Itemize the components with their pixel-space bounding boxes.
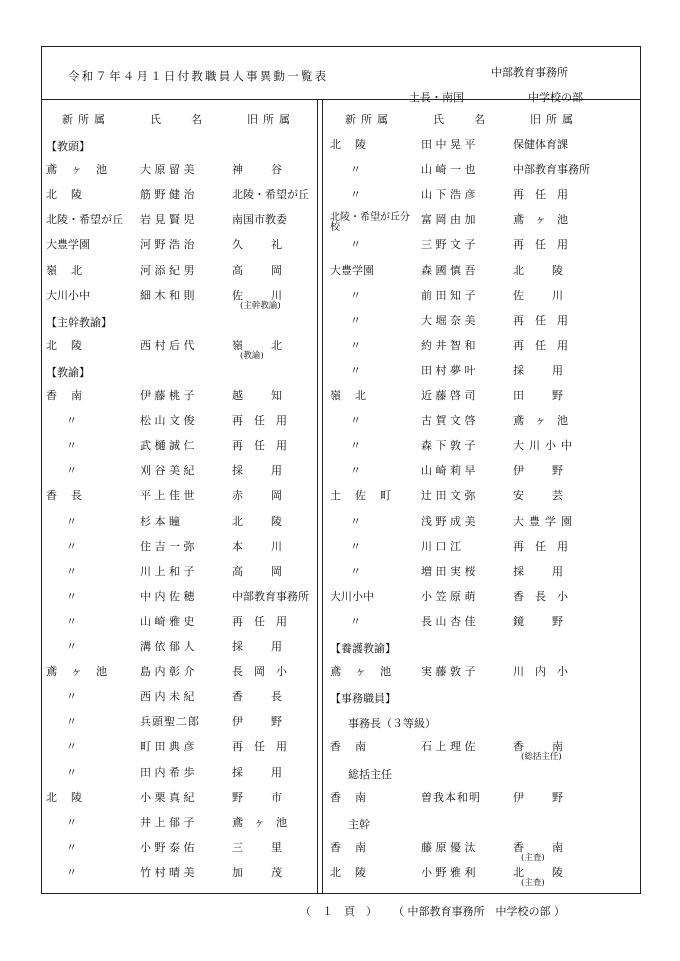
person-name: 大堀奈美 bbox=[421, 313, 479, 327]
person-name: 西村后代 bbox=[140, 338, 198, 352]
previous-affiliation: 越知 bbox=[232, 389, 310, 402]
previous-affiliation: 中部教育事務所 bbox=[232, 589, 309, 603]
new-affiliation: 〃 bbox=[66, 614, 77, 628]
new-affiliation: 嶺北 bbox=[46, 263, 96, 277]
previous-affiliation: 高岡 bbox=[232, 263, 310, 277]
page-number: （ １ 頁 ） bbox=[300, 905, 377, 918]
new-affiliation: 〃 bbox=[66, 865, 77, 879]
left-col-new-header: 新所属 bbox=[62, 113, 110, 126]
previous-affiliation: 再任用 bbox=[513, 338, 579, 352]
footer-note: （ 中部教育事務所 中学校の部 ） bbox=[393, 905, 565, 918]
category-heading: 主幹 bbox=[348, 817, 370, 831]
previous-affiliation: 高岡 bbox=[232, 564, 310, 578]
person-name: 刈谷美紀 bbox=[140, 464, 198, 478]
new-affiliation: 大川小中 bbox=[46, 288, 90, 302]
new-affiliation: 鳶ヶ池 bbox=[46, 163, 121, 177]
person-name: 川上和子 bbox=[140, 564, 198, 578]
person-name: 岩見賢児 bbox=[140, 213, 198, 227]
previous-affiliation: 伊野 bbox=[513, 790, 591, 804]
person-name: 実藤敦子 bbox=[421, 665, 479, 679]
person-name: 辻田文弥 bbox=[421, 489, 479, 503]
previous-affiliation: 長岡小 bbox=[232, 665, 298, 679]
new-affiliation: 〃 bbox=[66, 414, 77, 428]
person-name: 山崎雅史 bbox=[140, 614, 198, 628]
new-affiliation: 〃 bbox=[66, 640, 77, 653]
new-affiliation: 〃 bbox=[350, 514, 361, 528]
previous-affiliation: 加茂 bbox=[232, 865, 310, 879]
person-name: 曽我本和明 bbox=[421, 790, 481, 804]
previous-affiliation: 安芸 bbox=[513, 489, 591, 503]
previous-affiliation: 採用 bbox=[513, 363, 591, 377]
previous-affiliation: 伊野 bbox=[232, 715, 310, 729]
new-affiliation: 〃 bbox=[66, 564, 77, 578]
person-name: 山下浩彦 bbox=[421, 188, 479, 202]
column-divider bbox=[317, 99, 318, 894]
new-affiliation: 〃 bbox=[350, 614, 361, 628]
right-col-old-header: 旧所属 bbox=[530, 113, 578, 126]
previous-position-note: (教諭) bbox=[240, 350, 264, 361]
category-heading: 【教諭】 bbox=[46, 365, 90, 379]
previous-affiliation: 南国市教委 bbox=[232, 213, 287, 227]
new-affiliation: 〃 bbox=[350, 163, 361, 177]
person-name: 増田実桜 bbox=[421, 564, 479, 578]
new-affiliation: 北陵 bbox=[330, 138, 380, 151]
previous-affiliation: 田野 bbox=[513, 389, 591, 402]
previous-affiliation: 採用 bbox=[232, 464, 310, 478]
previous-affiliation: 野市 bbox=[232, 790, 310, 804]
person-name: 細木和則 bbox=[140, 288, 198, 302]
new-affiliation: 〃 bbox=[66, 765, 77, 779]
previous-affiliation: 三里 bbox=[232, 840, 310, 854]
person-name: 山崎莉早 bbox=[421, 464, 479, 478]
previous-affiliation: 佐川 bbox=[513, 288, 591, 302]
person-name: 平上佳世 bbox=[140, 489, 198, 503]
person-name: 川口江 bbox=[421, 539, 465, 553]
new-affiliation: 北陵 bbox=[46, 188, 96, 202]
new-affiliation: 北陵 bbox=[46, 338, 96, 352]
previous-affiliation: 鏡野 bbox=[513, 614, 591, 628]
person-name: 町田典彦 bbox=[140, 740, 198, 754]
new-affiliation: 〃 bbox=[350, 313, 361, 327]
previous-affiliation: 再任用 bbox=[513, 188, 579, 202]
new-affiliation: 〃 bbox=[350, 464, 361, 478]
new-affiliation: 大豊学園 bbox=[46, 238, 90, 252]
new-affiliation: 大川小中 bbox=[330, 589, 374, 603]
person-name: 武樋誠仁 bbox=[140, 439, 198, 453]
previous-affiliation: 北陵 bbox=[513, 865, 591, 879]
previous-affiliation: 伊野 bbox=[513, 464, 591, 478]
previous-affiliation: 再任用 bbox=[513, 238, 579, 252]
person-name: 森國慎吾 bbox=[421, 263, 479, 277]
previous-affiliation: 中部教育事務所 bbox=[513, 163, 590, 177]
previous-affiliation: 採用 bbox=[232, 640, 310, 653]
person-name: 小栗真紀 bbox=[140, 790, 198, 804]
category-heading: 【事務職員】 bbox=[330, 692, 396, 706]
previous-affiliation: 鳶ヶ池 bbox=[513, 213, 579, 227]
new-affiliation: 〃 bbox=[350, 363, 361, 377]
person-name: 浅野成美 bbox=[421, 514, 479, 528]
person-name: 約井智和 bbox=[421, 338, 479, 352]
previous-affiliation: 佐川 bbox=[232, 288, 310, 302]
person-name: 松山文俊 bbox=[140, 414, 198, 428]
person-name: 島内彰介 bbox=[140, 665, 198, 679]
previous-position-note: (総括主任) bbox=[521, 752, 562, 763]
person-name: 田内希歩 bbox=[140, 765, 198, 779]
section-label: 中学校の部 bbox=[528, 91, 583, 104]
person-name: 前田知子 bbox=[421, 288, 479, 302]
new-affiliation: 鳶ヶ池 bbox=[46, 665, 121, 679]
previous-affiliation: 久礼 bbox=[232, 238, 310, 252]
previous-affiliation: 採用 bbox=[513, 564, 591, 578]
new-affiliation: 嶺北 bbox=[330, 389, 380, 402]
person-name: 長山杏佳 bbox=[421, 614, 479, 628]
new-affiliation: 鳶ヶ池 bbox=[330, 665, 405, 679]
person-name: 田村夢叶 bbox=[421, 363, 479, 377]
right-col-new-header: 新所属 bbox=[345, 113, 393, 126]
new-affiliation: 〃 bbox=[66, 464, 77, 478]
person-name: 大原留美 bbox=[140, 163, 198, 177]
new-affiliation: 〃 bbox=[350, 414, 361, 428]
person-name: 河野浩治 bbox=[140, 238, 198, 252]
category-heading: 【教頭】 bbox=[46, 140, 90, 153]
previous-affiliation: 香南 bbox=[513, 740, 591, 754]
new-affiliation: 〃 bbox=[350, 238, 361, 252]
new-affiliation: 北陵・希望が丘 bbox=[46, 213, 123, 227]
person-name: 小野雅利 bbox=[421, 865, 479, 879]
person-name: 西内未紀 bbox=[140, 690, 198, 704]
left-col-old-header: 旧所属 bbox=[247, 113, 295, 126]
person-name: 富岡由加 bbox=[421, 213, 479, 227]
new-affiliation: 北陵 bbox=[330, 865, 380, 879]
previous-affiliation: 再任用 bbox=[232, 740, 298, 754]
previous-affiliation: 再任用 bbox=[232, 439, 298, 453]
previous-affiliation: 神谷 bbox=[232, 163, 310, 177]
previous-affiliation: 香南 bbox=[513, 840, 591, 854]
new-affiliation: 北陵 bbox=[46, 790, 96, 804]
previous-affiliation: 北陵 bbox=[513, 263, 591, 277]
new-affiliation: 〃 bbox=[350, 288, 361, 302]
new-affiliation: 土佐町 bbox=[330, 489, 405, 503]
new-affiliation: 〃 bbox=[350, 539, 361, 553]
new-affiliation: 〃 bbox=[350, 439, 361, 453]
person-name: 中内佐穂 bbox=[140, 589, 198, 603]
category-heading: 総括主任 bbox=[348, 767, 392, 781]
previous-affiliation: 北陵・希望が丘 bbox=[232, 188, 309, 202]
person-name: 小笠原萌 bbox=[421, 589, 479, 603]
category-heading: 【養護教諭】 bbox=[330, 642, 396, 655]
previous-affiliation: 再任用 bbox=[232, 614, 298, 628]
new-affiliation: 〃 bbox=[66, 514, 77, 528]
new-affiliation: 〃 bbox=[66, 740, 77, 754]
new-affiliation: 〃 bbox=[350, 188, 361, 202]
new-affiliation: 北陵・希望が丘分校 bbox=[330, 212, 410, 234]
new-affiliation: 〃 bbox=[66, 815, 77, 829]
person-name: 井上郁子 bbox=[140, 815, 198, 829]
new-affiliation: 大豊学園 bbox=[330, 263, 374, 277]
previous-affiliation: 香長小 bbox=[513, 589, 579, 603]
new-affiliation: 〃 bbox=[350, 564, 361, 578]
person-name: 筋野健治 bbox=[140, 188, 198, 202]
previous-affiliation: 再任用 bbox=[232, 414, 298, 428]
new-affiliation: 〃 bbox=[66, 589, 77, 603]
office-label: 中部教育事務所 bbox=[491, 66, 568, 79]
new-affiliation: 〃 bbox=[66, 539, 77, 553]
person-name: 田中晃平 bbox=[421, 138, 479, 151]
new-affiliation: 香南 bbox=[330, 840, 380, 854]
person-name: 溝依郁人 bbox=[140, 640, 198, 653]
previous-position-note: (主査) bbox=[521, 852, 545, 863]
person-name: 河添紀男 bbox=[140, 263, 198, 277]
previous-affiliation: 本川 bbox=[232, 539, 310, 553]
previous-affiliation: 保健体育課 bbox=[513, 138, 568, 151]
person-name: 住吉一弥 bbox=[140, 539, 198, 553]
person-name: 山崎一也 bbox=[421, 163, 479, 177]
person-name: 近藤啓司 bbox=[421, 389, 479, 402]
person-name: 竹村晴美 bbox=[140, 865, 198, 879]
previous-affiliation: 大川小中 bbox=[513, 439, 577, 453]
new-affiliation: 香長 bbox=[46, 489, 96, 503]
previous-affiliation: 鳶ヶ池 bbox=[513, 414, 579, 428]
person-name: 杉本瞳 bbox=[140, 514, 184, 528]
new-affiliation: 〃 bbox=[66, 439, 77, 453]
previous-affiliation: 大豊学園 bbox=[513, 514, 577, 528]
person-name: 藤原優汰 bbox=[421, 840, 479, 854]
document-title: 令和７年４月１日付教職員人事異動一覧表 bbox=[68, 69, 329, 83]
new-affiliation: 〃 bbox=[66, 690, 77, 704]
person-name: 小野泰佑 bbox=[140, 840, 198, 854]
previous-affiliation: 北陵 bbox=[232, 514, 310, 528]
previous-affiliation: 鳶ヶ池 bbox=[232, 815, 298, 829]
previous-position-note: (主幹教諭) bbox=[240, 300, 281, 311]
region-label: 土長・南国 bbox=[409, 91, 464, 104]
new-affiliation: 〃 bbox=[66, 840, 77, 854]
category-heading: 【主幹教諭】 bbox=[46, 315, 112, 329]
left-col-name-header: 氏名 bbox=[150, 113, 232, 126]
previous-position-note: (主査) bbox=[521, 877, 545, 888]
person-name: 森下敦子 bbox=[421, 439, 479, 453]
new-affiliation: 香南 bbox=[330, 740, 380, 754]
column-divider-2 bbox=[322, 99, 323, 894]
person-name: 古賀文啓 bbox=[421, 414, 479, 428]
person-name: 三野文子 bbox=[421, 238, 479, 252]
previous-affiliation: 嶺北 bbox=[232, 338, 310, 352]
previous-affiliation: 採用 bbox=[232, 765, 310, 779]
previous-affiliation: 赤岡 bbox=[232, 489, 310, 503]
new-affiliation: 〃 bbox=[66, 715, 77, 729]
new-affiliation: 〃 bbox=[350, 338, 361, 352]
person-name: 伊藤桃子 bbox=[140, 389, 198, 402]
previous-affiliation: 香長 bbox=[232, 690, 310, 704]
previous-affiliation: 再任用 bbox=[513, 313, 579, 327]
category-heading: 事務長（３等級） bbox=[348, 717, 436, 731]
new-affiliation: 香南 bbox=[46, 389, 96, 402]
person-name: 石上理佐 bbox=[421, 740, 479, 754]
right-col-name-header: 氏名 bbox=[433, 113, 515, 126]
person-name: 兵頭聖二郎 bbox=[140, 715, 200, 729]
previous-affiliation: 川内小 bbox=[513, 665, 579, 679]
previous-affiliation: 再任用 bbox=[513, 539, 579, 553]
new-affiliation: 香南 bbox=[330, 790, 380, 804]
